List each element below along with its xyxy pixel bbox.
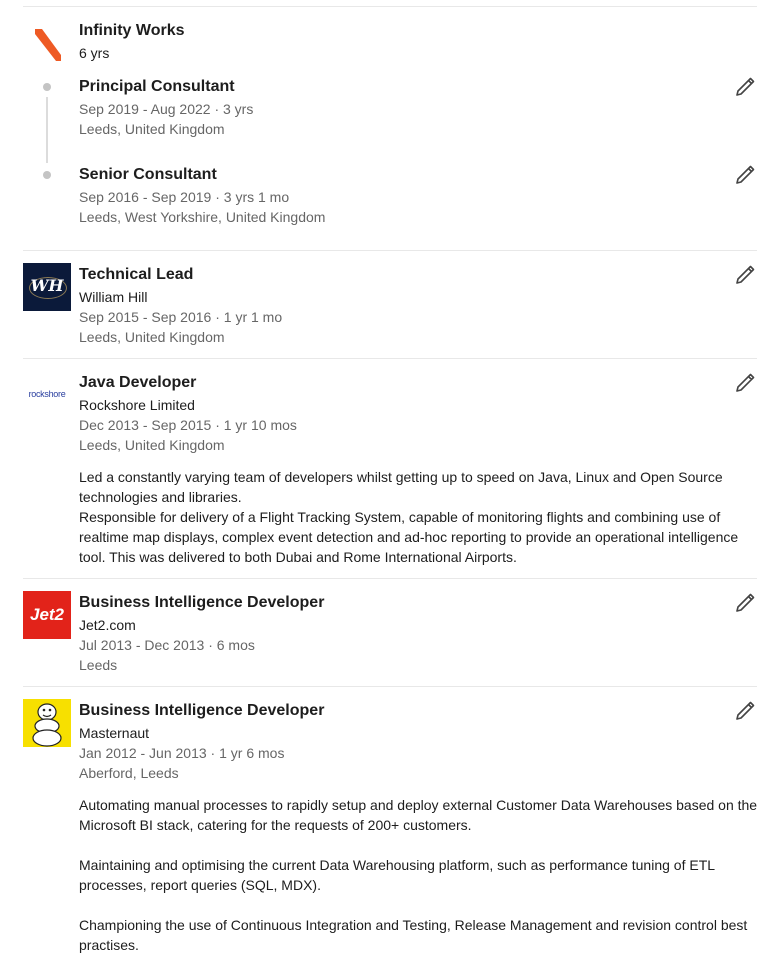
role-location: Leeds, West Yorkshire, United Kingdom — [79, 209, 326, 225]
timeline-line — [46, 97, 48, 163]
rockshore-logo[interactable]: rockshore — [28, 389, 66, 399]
section-divider — [23, 250, 757, 251]
edit-pencil-icon[interactable] — [733, 591, 757, 615]
role-location: Leeds, United Kingdom — [79, 121, 225, 137]
section-divider — [23, 578, 757, 579]
edit-pencil-icon[interactable] — [733, 371, 757, 395]
role-title[interactable]: Senior Consultant — [79, 166, 217, 183]
position-dates: Jul 2013 - Dec 2013 · 6 mos — [79, 637, 255, 653]
position-location: Leeds, United Kingdom — [79, 437, 225, 453]
position-location: Aberford, Leeds — [79, 765, 179, 781]
timeline-dot — [43, 171, 51, 179]
position-title[interactable]: Technical Lead — [79, 266, 194, 283]
position-title[interactable]: Business Intelligence Developer — [79, 594, 325, 611]
top-divider — [23, 6, 757, 7]
position-location: Leeds, United Kingdom — [79, 329, 225, 345]
jet2-logo[interactable]: Jet2 — [23, 591, 71, 639]
company-name[interactable]: Jet2.com — [79, 617, 136, 633]
section-divider — [23, 686, 757, 687]
position-title[interactable]: Business Intelligence Developer — [79, 702, 325, 719]
edit-pencil-icon[interactable] — [733, 263, 757, 287]
company-tenure: 6 yrs — [79, 45, 110, 61]
company-name[interactable]: William Hill — [79, 289, 148, 305]
role-title[interactable]: Principal Consultant — [79, 78, 235, 95]
company-name[interactable]: Masternaut — [79, 725, 150, 741]
section-divider — [23, 358, 757, 359]
edit-pencil-icon[interactable] — [733, 75, 757, 99]
timeline-dot — [43, 83, 51, 91]
position-location: Leeds — [79, 657, 118, 673]
company-name[interactable]: Rockshore Limited — [79, 397, 195, 413]
position-description: Led a constantly varying team of developers whilst getting up to speed on Java, Linux and Open Source technologies and libraries. Responsible for delivery of a Flight Tracking System, capable of monitoring flights and combining use of realtime map displays, complex event detection and ad-hoc reporting to provide an operational intelligence tool. This was delivered to both Dubai and Rome International Airports. — [79, 469, 739, 565]
position-dates: Dec 2013 - Sep 2015 · 1 yr 10 mos — [79, 417, 297, 433]
position-title[interactable]: Java Developer — [79, 374, 197, 391]
william-hill-logo[interactable]: WH — [23, 263, 71, 311]
position-description: Automating manual processes to rapidly setup and deploy external Customer Data Warehouses based on the Microsoft BI stack, catering for the requests of 200+ customers. Maintaining and optimising the current Data Warehousing platform, such as performance tuning of ETL processes, report queries (SQL, MDX). Championing the use of Continuous Integration and Testing, Release Management and revision control best practises. — [79, 797, 758, 953]
position-dates: Jan 2012 - Jun 2013 · 1 yr 6 mos — [79, 745, 285, 761]
edit-pencil-icon[interactable] — [733, 163, 757, 187]
edit-pencil-icon[interactable] — [733, 699, 757, 723]
infinity-works-logo[interactable] — [23, 23, 71, 71]
position-dates: Sep 2015 - Sep 2016 · 1 yr 1 mo — [79, 309, 283, 325]
role-dates: Sep 2016 - Sep 2019 · 3 yrs 1 mo — [79, 189, 290, 205]
company-name[interactable]: Infinity Works — [79, 22, 185, 39]
masternaut-logo[interactable] — [23, 699, 71, 747]
role-dates: Sep 2019 - Aug 2022 · 3 yrs — [79, 101, 254, 117]
